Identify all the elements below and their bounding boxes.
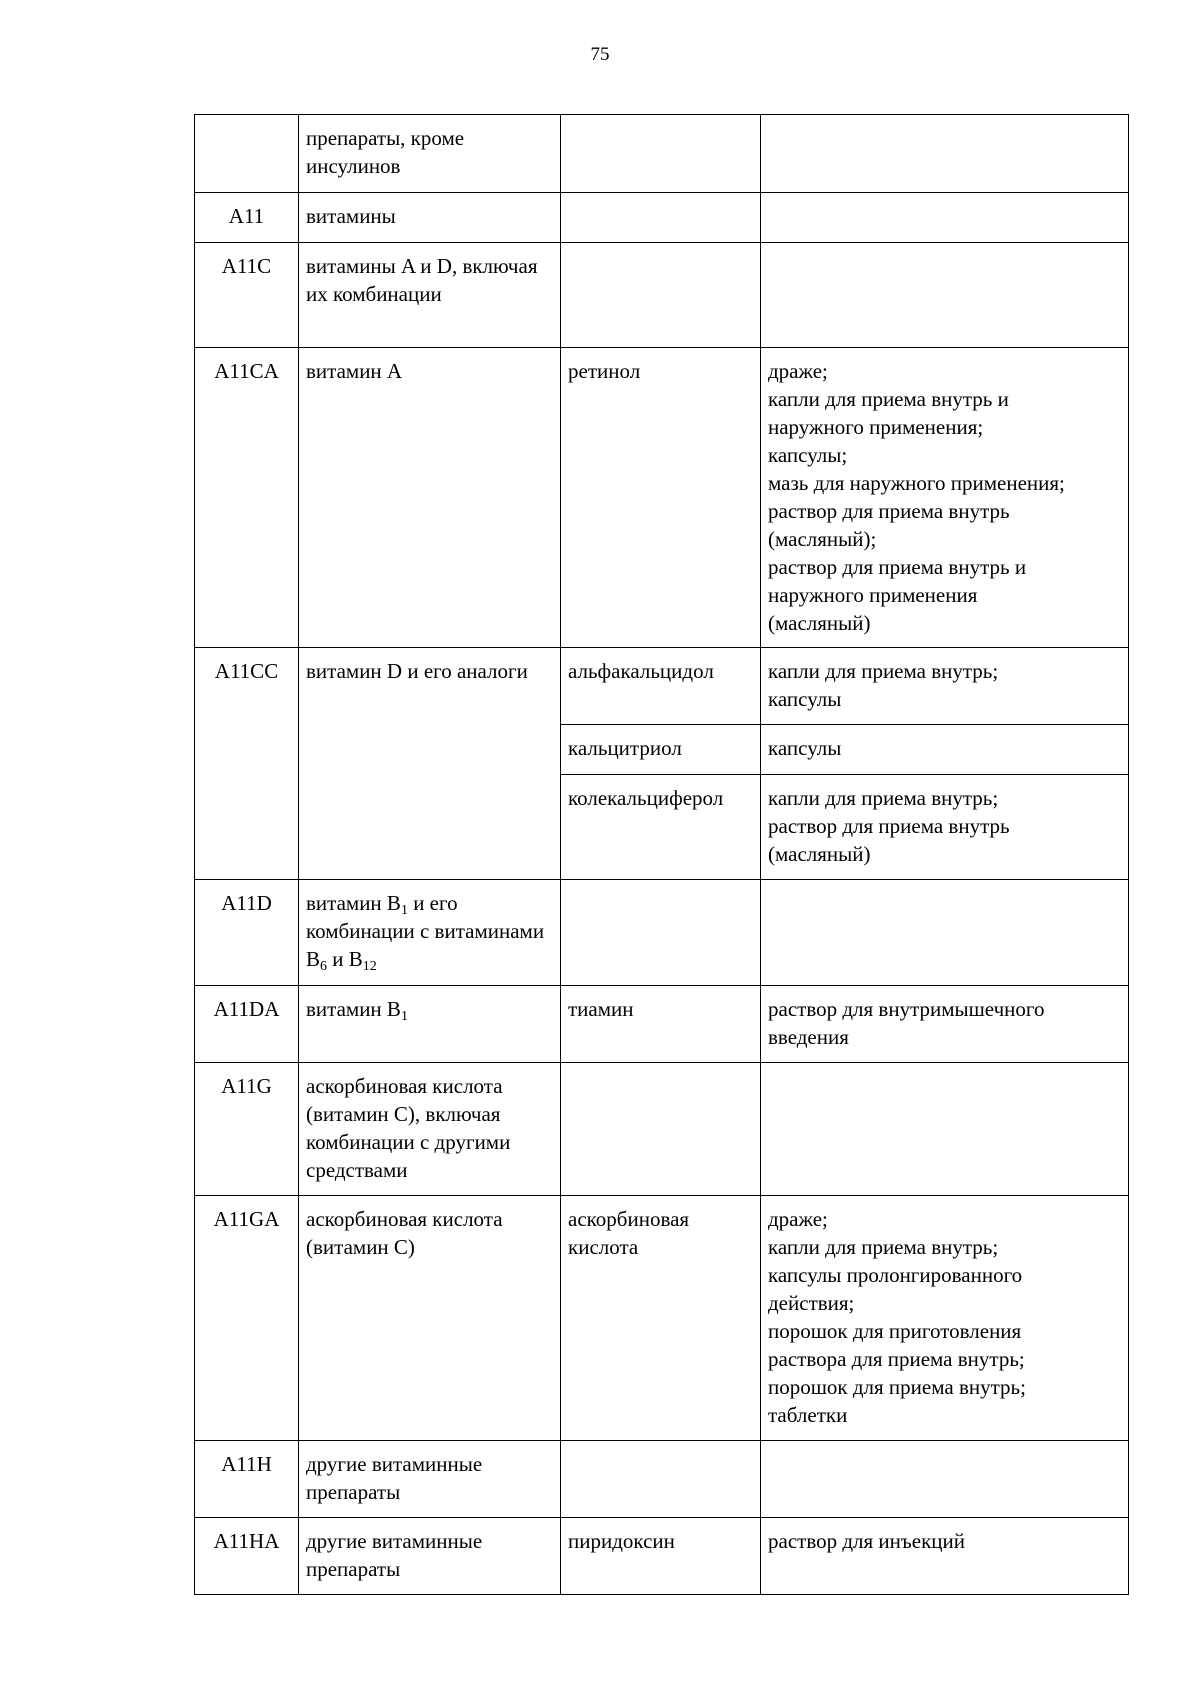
dosage-form-line: раствор для внутримышечного <box>768 997 1045 1021</box>
substance-cell <box>561 193 761 243</box>
substance-cell: ретинол <box>561 348 761 648</box>
atc-code-cell: A11C <box>195 243 299 348</box>
table-row <box>195 348 1129 648</box>
dosage-form-line: таблетки <box>768 1403 848 1427</box>
dosage-form-line: наружного применения; <box>768 415 984 439</box>
dosage-form-line: капли для приема внутрь и <box>768 387 1009 411</box>
dosage-form-line: раствора для приема внутрь; <box>768 1347 1025 1371</box>
dosage-form-line: драже; <box>768 359 828 383</box>
dosage-forms-cell <box>761 115 1129 193</box>
dosage-form-line: (масляный) <box>768 611 871 635</box>
dosage-form-line: наружного применения <box>768 583 978 607</box>
dosage-form-line: порошок для приготовления <box>768 1319 1022 1343</box>
group-cell: витамины A и D, включая их комбинации <box>299 243 561 348</box>
dosage-forms-cell <box>761 243 1129 348</box>
dosage-form-line: раствор для приема внутрь и <box>768 555 1027 579</box>
group-text: и B <box>327 947 363 971</box>
substance-cell <box>561 1441 761 1518</box>
dosage-form-line: введения <box>768 1025 849 1049</box>
table-row <box>195 193 1129 243</box>
table-row <box>195 648 1129 725</box>
substance-cell: колекальциферол <box>561 775 761 880</box>
dosage-form-line: капсулы <box>768 687 842 711</box>
dosage-form-line: капсулы пролонгированного <box>768 1263 1023 1287</box>
group-cell <box>299 880 561 986</box>
subscript: 1 <box>400 903 408 918</box>
atc-code-cell: A11 <box>195 193 299 243</box>
dosage-forms-cell <box>761 1441 1129 1518</box>
table-row <box>195 1063 1129 1196</box>
substance-cell <box>561 1063 761 1196</box>
table-row <box>195 880 1129 986</box>
dosage-forms-cell <box>761 1063 1129 1196</box>
atc-code-cell: A11DA <box>195 986 299 1063</box>
group-cell: другие витаминные препараты <box>299 1518 561 1595</box>
table-row <box>195 1518 1129 1595</box>
group-text: и его комбинации с витаминами B <box>306 891 545 971</box>
atc-code-cell: A11G <box>195 1063 299 1196</box>
table-row <box>195 243 1129 348</box>
substance-cell: пиридоксин <box>561 1518 761 1595</box>
substance-cell: аскорбиновая кислота <box>561 1196 761 1441</box>
dosage-form-line: мазь для наружного применения; <box>768 471 1065 495</box>
dosage-forms-cell <box>761 775 1129 880</box>
group-cell: другие витаминные препараты <box>299 1441 561 1518</box>
dosage-forms-cell <box>761 986 1129 1063</box>
group-cell: аскорбиновая кислота (витамин C), включая комбинации с другими средствами <box>299 1063 561 1196</box>
dosage-form-line: раствор для инъекций <box>768 1529 965 1553</box>
dosage-forms-cell <box>761 1518 1129 1595</box>
table-row <box>195 115 1129 193</box>
dosage-form-line: (масляный) <box>768 842 871 866</box>
dosage-form-line: капли для приема внутрь; <box>768 1235 999 1259</box>
dosage-forms-cell <box>761 348 1129 648</box>
dosage-form-line: порошок для приема внутрь; <box>768 1375 1026 1399</box>
atc-code-cell: A11CA <box>195 348 299 648</box>
atc-code-cell: A11HA <box>195 1518 299 1595</box>
atc-code-cell: A11CC <box>195 648 299 880</box>
dosage-form-line: капли для приема внутрь; <box>768 786 999 810</box>
atc-code-cell: A11D <box>195 880 299 986</box>
substance-cell: тиамин <box>561 986 761 1063</box>
table-row <box>195 1441 1129 1518</box>
subscript: 6 <box>320 959 328 974</box>
atc-code-cell: A11H <box>195 1441 299 1518</box>
group-cell: витамины <box>299 193 561 243</box>
substance-cell <box>561 243 761 348</box>
table-row <box>195 986 1129 1063</box>
drug-classification-table <box>194 114 1129 1595</box>
dosage-forms-cell <box>761 725 1129 775</box>
dosage-form-line: действия; <box>768 1291 855 1315</box>
atc-code-cell <box>195 115 299 193</box>
substance-cell <box>561 880 761 986</box>
substance-cell <box>561 115 761 193</box>
dosage-form-line: раствор для приема внутрь <box>768 499 1010 523</box>
dosage-forms-cell <box>761 193 1129 243</box>
dosage-form-line: драже; <box>768 1207 828 1231</box>
page-number: 75 <box>590 44 610 65</box>
dosage-form-line: капсулы <box>768 736 842 760</box>
subscript: 12 <box>362 959 377 974</box>
subscript: 1 <box>400 1009 408 1024</box>
dosage-form-line: капсулы; <box>768 443 848 467</box>
dosage-forms-cell <box>761 880 1129 986</box>
substance-cell: кальцитриол <box>561 725 761 775</box>
dosage-form-line: (масляный); <box>768 527 877 551</box>
substance-cell: альфакальцидол <box>561 648 761 725</box>
dosage-form-line: раствор для приема внутрь <box>768 814 1010 838</box>
dosage-forms-cell <box>761 1196 1129 1441</box>
dosage-forms-cell <box>761 648 1129 725</box>
atc-code-cell: A11GA <box>195 1196 299 1441</box>
dosage-form-line: капли для приема внутрь; <box>768 659 999 683</box>
group-cell: аскорбиновая кислота (витамин C) <box>299 1196 561 1441</box>
group-cell <box>299 986 561 1063</box>
group-cell: препараты, кроме инсулинов <box>299 115 561 193</box>
group-text: витамин B <box>306 891 401 915</box>
group-cell: витамин A <box>299 348 561 648</box>
group-text: витамин B <box>306 997 401 1021</box>
group-cell: витамин D и его аналоги <box>299 648 561 880</box>
table-row <box>195 1196 1129 1441</box>
